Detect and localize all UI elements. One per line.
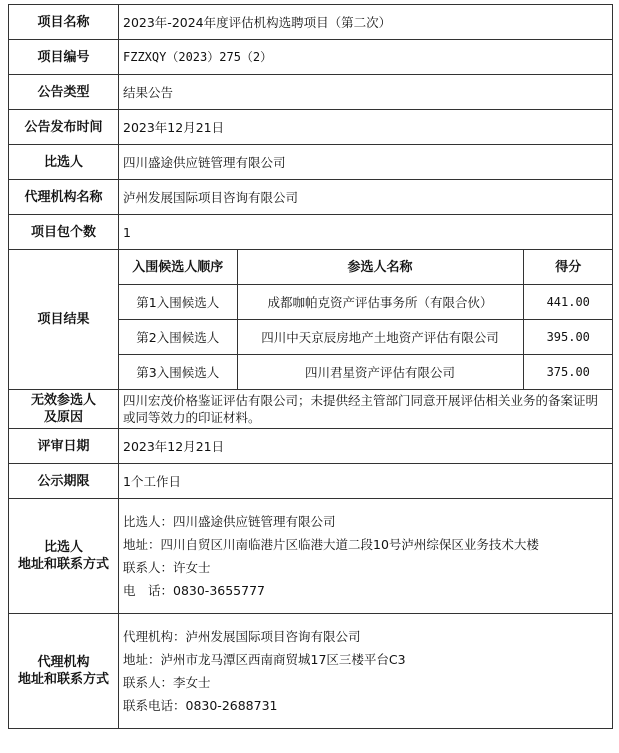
- row-project-no: [9, 40, 613, 75]
- row-invalid: [9, 390, 613, 429]
- row-project-name: [9, 5, 613, 40]
- publish-time-value: 2023年12月21日: [119, 110, 613, 145]
- agency-contact-label: [9, 614, 119, 729]
- agency-contact-line: 地址：泸州市龙马潭区西南商贸城17区三楼平台C3: [123, 652, 406, 667]
- candidate-score: 375.00: [523, 355, 613, 390]
- project-no-label: 项目编号: [9, 40, 119, 75]
- score-header: 得分: [523, 250, 613, 285]
- row-buyer-contact: [9, 499, 613, 614]
- row-publicity-period: [9, 464, 613, 499]
- buyer-contact-label-line2: 地址和联系方式: [17, 557, 109, 572]
- review-date-label: 评审日期: [9, 429, 119, 464]
- agency-contact-line: 联系电话：0830-2688731: [123, 698, 278, 713]
- buyer-contact-line: 地址：四川自贸区川南临港片区临港大道二段10号泸州综保区业务技术大楼: [123, 537, 539, 552]
- candidate-name: 四川中天京辰房地产土地资产评估有限公司: [237, 320, 523, 355]
- buyer-contact-label: [9, 499, 119, 614]
- rank-header: 入围候选人顺序: [119, 250, 237, 285]
- row-buyer: [9, 145, 613, 180]
- buyer-contact-line: 比选人：四川盛途供应链管理有限公司: [123, 514, 336, 529]
- notice-type-label: 公告类型: [9, 75, 119, 110]
- project-name-value: 2023年-2024年度评估机构选聘项目（第二次）: [119, 5, 613, 40]
- row-result: [9, 250, 613, 390]
- table-row: [119, 285, 613, 320]
- publicity-period-value: 1个工作日: [119, 464, 613, 499]
- row-notice-type: [9, 75, 613, 110]
- row-publish-time: [9, 110, 613, 145]
- agency-contact-line: 代理机构：泸州发展国际项目咨询有限公司: [123, 629, 361, 644]
- invalid-label-line2: 及原因: [43, 410, 83, 425]
- buyer-contact-value: [119, 499, 613, 614]
- buyer-contact-label-line1: 比选人: [43, 540, 83, 555]
- buyer-contact-line: 电 话：0830-3655777: [123, 583, 265, 598]
- agency-value: 泸州发展国际项目咨询有限公司: [119, 180, 613, 215]
- invalid-label-line1: 无效参选人: [30, 393, 96, 408]
- name-header: 参选人名称: [237, 250, 523, 285]
- result-label: 项目结果: [9, 250, 119, 390]
- agency-contact-value: [119, 614, 613, 729]
- table-row: [119, 320, 613, 355]
- agency-label: 代理机构名称: [9, 180, 119, 215]
- candidate-score: 441.00: [523, 285, 613, 320]
- review-date-value: 2023年12月21日: [119, 429, 613, 464]
- project-no-value: FZZXQY（2023）275（2）: [119, 40, 613, 75]
- buyer-contact-line: 联系人：许女士: [123, 560, 211, 575]
- agency-contact-label-line2: 地址和联系方式: [17, 672, 109, 687]
- candidate-name: 四川君星资产评估有限公司: [237, 355, 523, 390]
- project-name-label: 项目名称: [9, 5, 119, 40]
- row-package-count: [9, 215, 613, 250]
- package-count-value: 1: [119, 215, 613, 250]
- buyer-value: 四川盛途供应链管理有限公司: [119, 145, 613, 180]
- buyer-label: 比选人: [9, 145, 119, 180]
- notice-type-value: 结果公告: [119, 75, 613, 110]
- table-row: [119, 355, 613, 390]
- publicity-period-label: 公示期限: [9, 464, 119, 499]
- row-review-date: [9, 429, 613, 464]
- candidate-rank: 第2入围候选人: [119, 320, 237, 355]
- candidate-rank: 第3入围候选人: [119, 355, 237, 390]
- publish-time-label: 公告发布时间: [9, 110, 119, 145]
- candidate-name: 成都咖帕克资产评估事务所（有限合伙）: [237, 285, 523, 320]
- agency-contact-line: 联系人：李女士: [123, 675, 211, 690]
- package-count-label: 项目包个数: [9, 215, 119, 250]
- row-agency-contact: [9, 614, 613, 729]
- agency-contact-label-line1: 代理机构: [37, 655, 90, 670]
- result-table: [119, 250, 613, 389]
- result-cell: [119, 250, 613, 390]
- candidate-rank: 第1入围候选人: [119, 285, 237, 320]
- invalid-label: [9, 390, 119, 429]
- result-header-row: [119, 250, 613, 285]
- candidate-score: 395.00: [523, 320, 613, 355]
- invalid-value: 四川宏茂价格鉴证评估有限公司；未提供经主管部门同意开展评估相关业务的备案证明或同等效力的印证材料。: [119, 390, 613, 429]
- row-agency: [9, 180, 613, 215]
- announcement-table: [8, 4, 613, 729]
